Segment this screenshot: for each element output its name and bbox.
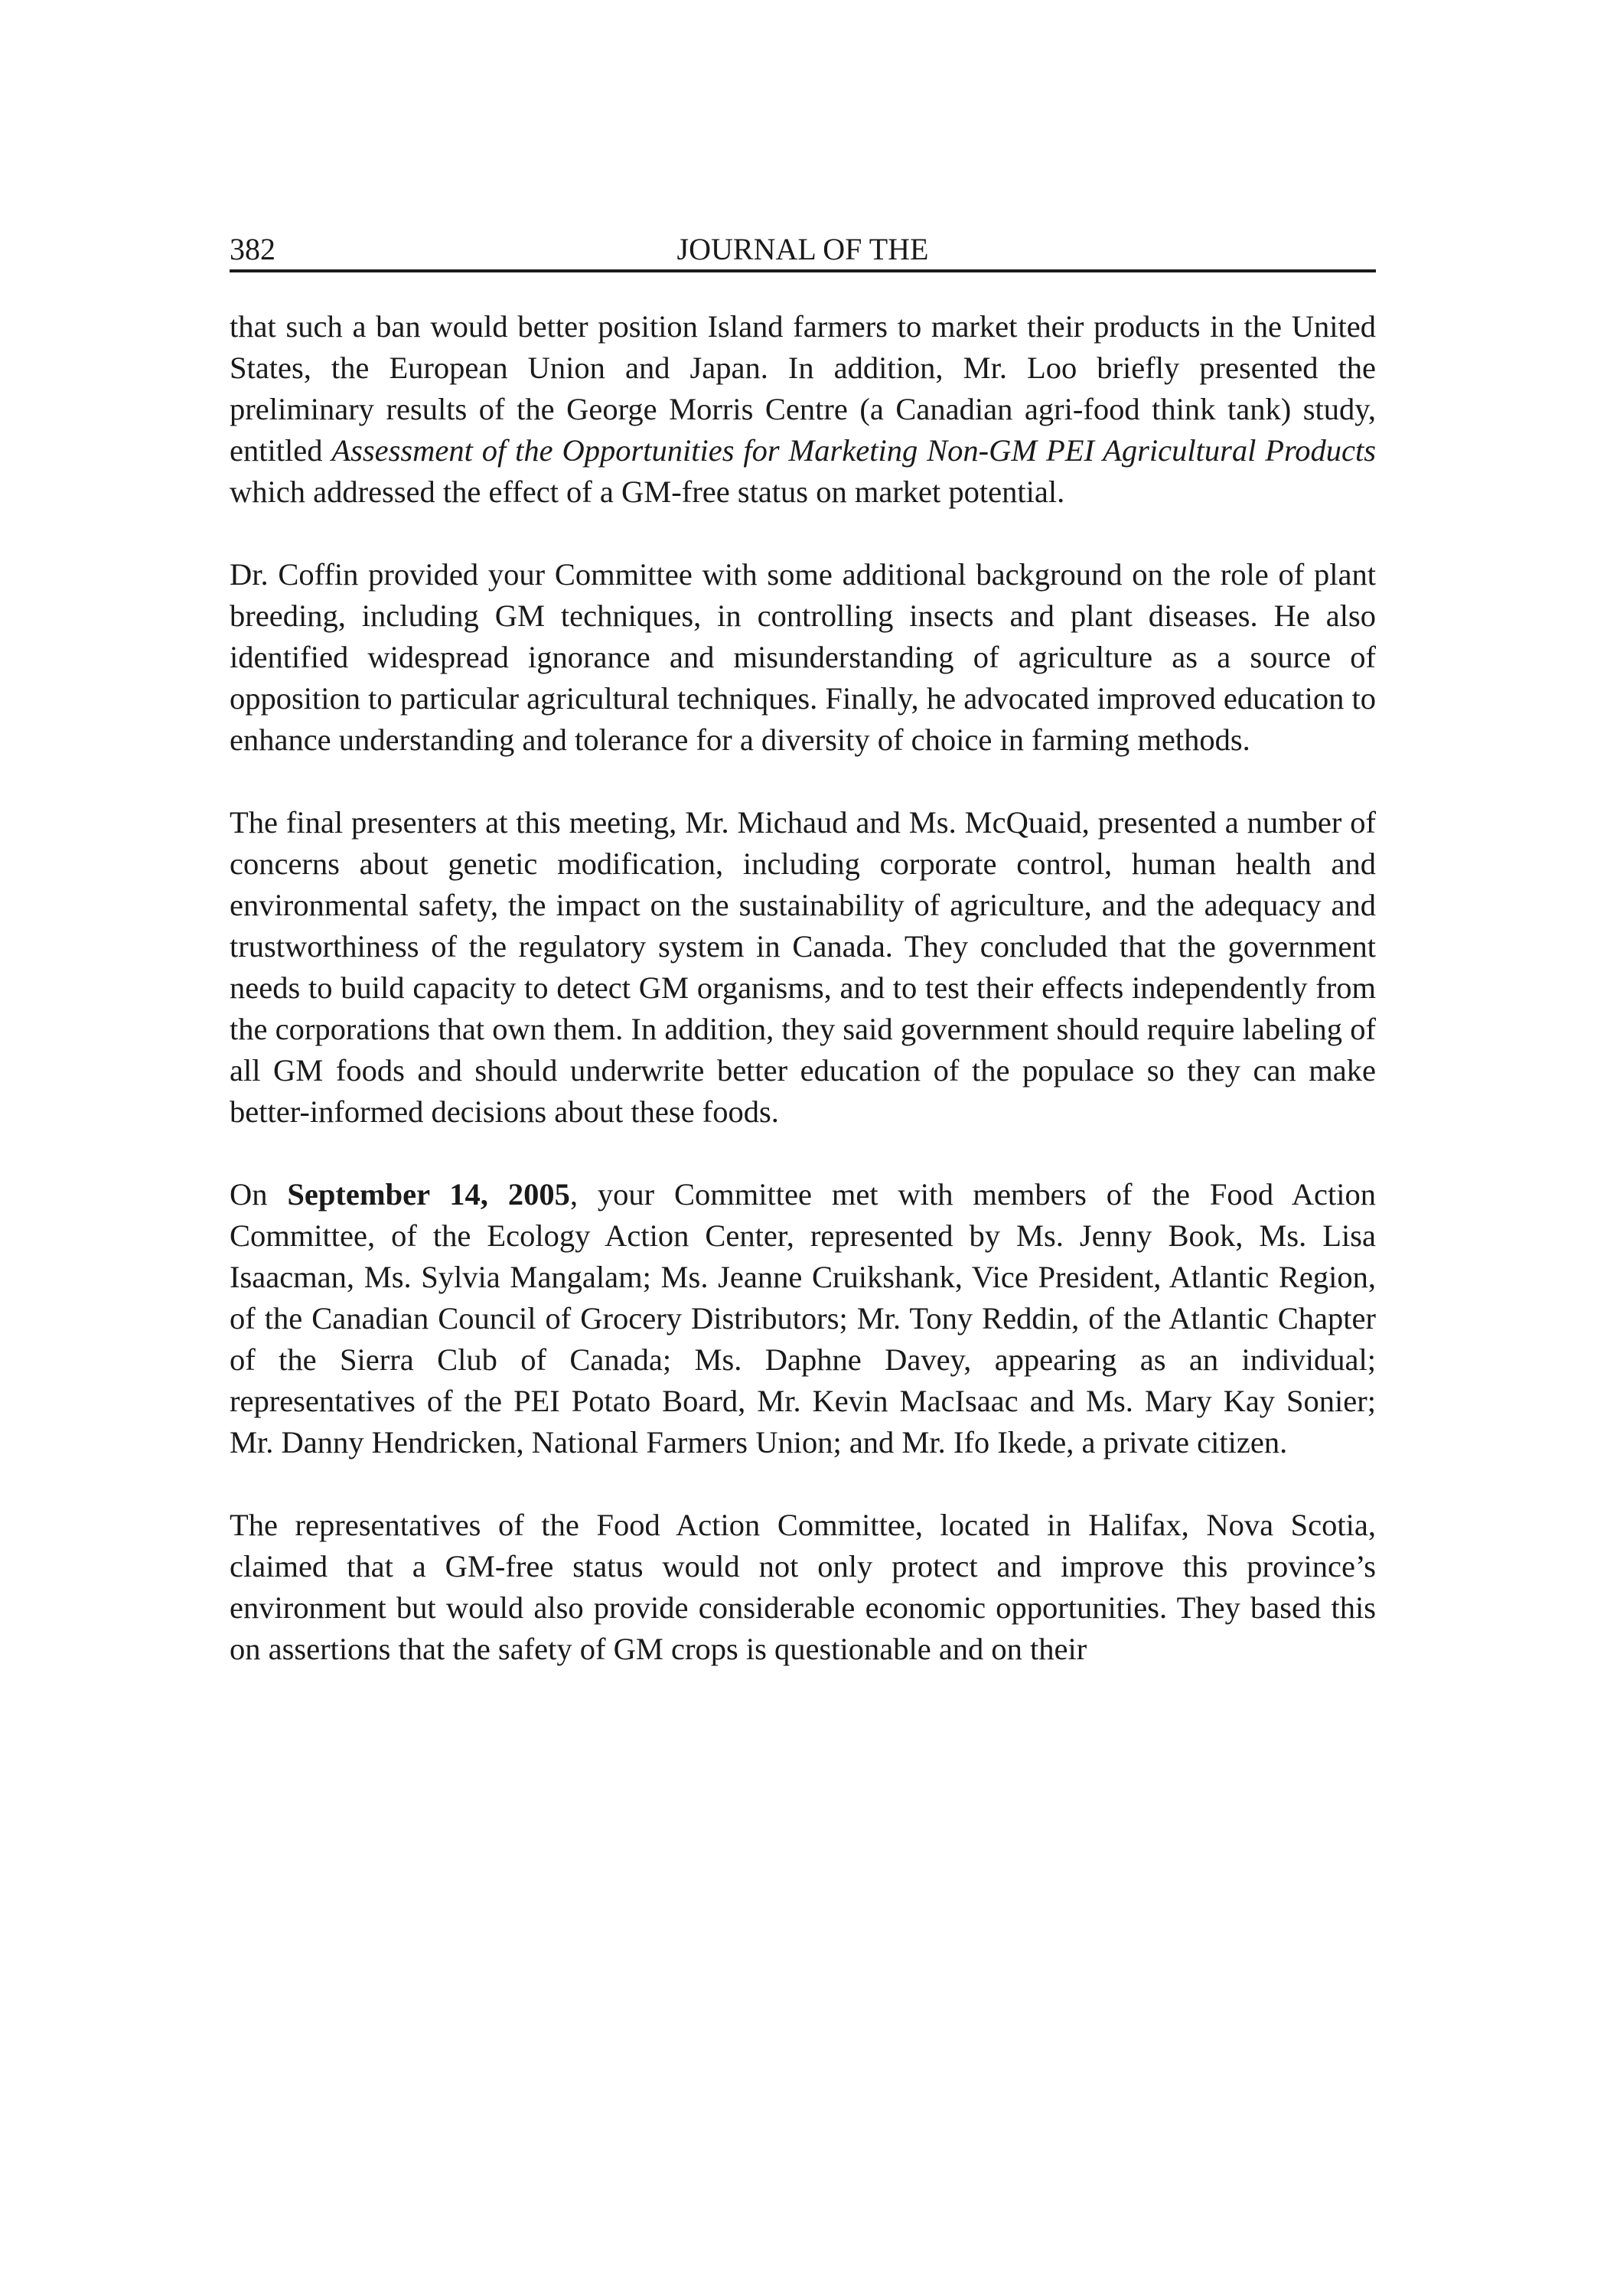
journal-page <box>230 230 1376 1670</box>
running-header <box>230 230 1376 272</box>
paragraph-ban-and-study <box>230 306 1376 513</box>
paragraph-dr-coffin: Dr. Coffin provided your Committee with some additional background on the role of plant breeding, including GM techniques, in controlling insects and plant diseases. He also identified widespread ignorance and misunderstanding of agriculture as a source of opposition to particular agricultural techniques. Finally, he advocated improved education to enhance understanding and tolerance for a diversity of choice in farming methods. <box>230 557 1376 757</box>
meeting-date: September 14, 2005 <box>287 1177 570 1212</box>
journal-title: JOURNAL OF THE <box>676 232 929 266</box>
paragraph-text: that such a ban would better position Island farmers to market their products in the United States, the European Union and Japan. In addition, Mr. Loo briefly presented the preliminary results of the George Morris Centre (a Canadian agri-food think tank) study, entitled <box>230 309 1376 468</box>
paragraph-final-presenters: The final presenters at this meeting, Mr. Michaud and Ms. McQuaid, presented a number of concerns about genetic modification, including corporate control, human health and environmental safety, the impact on the sustainability of agriculture, and the adequacy and trustworthiness of the regulatory system in Canada. They concluded that the government needs to build capacity to detect GM organisms, and to test their effects independently from the corporations that own them. In addition, they said government should require labeling of all GM foods and should underwrite better education of the populace so they can make better-informed decisions about these foods. <box>230 805 1376 1129</box>
study-title: Assessment of the Opportunities for Marketing Non-GM PEI Agricultural Products <box>331 433 1376 468</box>
paragraph-text: , your Committee met with members of the Food Action Committee, of the Ecology Action Center, represented by Ms. Jenny Book, Ms. Lisa Isaacman, Ms. Sylvia Mangalam; Ms. Jeanne Cruikshank, Vice President, Atlantic Region, of the Canadian Council of Grocery Distributors; Mr. Tony Reddin, of the Atlantic Chapter of the Sierra Club of Canada; Ms. Daphne Davey, appearing as an individual; representatives of the PEI Potato Board, Mr. Kevin MacIsaac and Ms. Mary Kay Sonier; Mr. Danny Hendricken, National Farmers Union; and Mr. Ifo Ikede, a private citizen. <box>230 1177 1377 1459</box>
paragraph-food-action-committee: The representatives of the Food Action Committee, located in Halifax, Nova Scotia, claimed that a GM-free status would not only protect and improve this province’s environment but would also provide considerable economic opportunities. They based this on assertions that the safety of GM crops is questionable and on their <box>230 1508 1376 1666</box>
paragraph-september-meeting <box>230 1174 1376 1463</box>
paragraph-text: which addressed the effect of a GM-free status on market potential. <box>230 475 1065 509</box>
page-number: 382 <box>230 232 275 266</box>
body-text <box>230 306 1376 1670</box>
paragraph-text: On <box>230 1177 288 1212</box>
